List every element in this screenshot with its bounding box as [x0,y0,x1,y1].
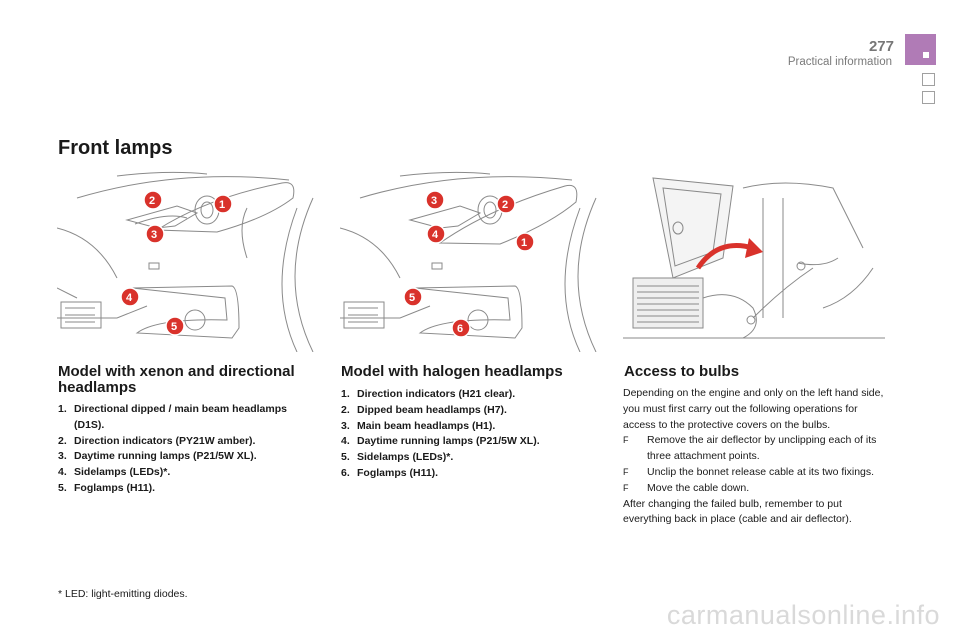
footnote: * LED: light-emitting diodes. [58,588,188,600]
svg-text:5: 5 [171,321,178,333]
list-item: F Remove the air deflector by unclipping each of its three attachment points. [623,434,877,463]
callout-5 [404,288,422,306]
watermark: carmanualsonline.info [666,600,940,630]
list-item: F Move the cable down. [623,481,750,494]
svg-text:3: 3 [431,195,438,207]
callout-4 [427,225,445,243]
svg-text:5: 5 [409,292,416,304]
callout-3 [426,191,444,209]
list-item: 6. Foglamps (H11). [341,466,439,479]
callout-2 [497,195,515,213]
xenon-section-heading: Model with xenon and directional headlamps [58,363,295,396]
svg-text:4: 4 [126,292,133,304]
svg-text:3: 3 [151,229,158,241]
halogen-bulb-list [341,387,601,482]
xenon-headlamp-illustration [57,168,319,352]
svg-text:1: 1 [219,199,226,211]
access-section-heading: Access to bulbs [624,363,740,380]
halogen-section-heading: Model with halogen headlamps [341,363,563,380]
list-item: 3. Main beam headlamps (H1). [341,419,496,432]
svg-text:4: 4 [432,229,439,241]
callout-2 [144,191,162,209]
page-number: 277 [868,38,894,55]
callout-1 [214,195,232,213]
callout-5 [166,317,184,335]
page-title: Front lamps [58,137,173,159]
list-item: 5. Sidelamps (LEDs)*. [341,451,454,464]
list-item: 1. Directional dipped / main beam headlamps (D1S). [58,403,287,431]
list-item: 5. Foglamps (H11). [58,481,156,494]
svg-text:2: 2 [149,195,156,207]
svg-text:2: 2 [502,199,509,211]
callout-1 [516,233,534,251]
callout-6 [452,319,470,337]
list-item: 2. Dipped beam headlamps (H7). [341,403,507,416]
list-item: 2. Direction indicators (PY21W amber). [58,434,256,447]
list-item: 1. Direction indicators (H21 clear). [341,388,516,400]
section-tab[interactable] [922,91,935,104]
callout-4 [121,288,139,306]
list-item: 4. Sidelamps (LEDs)*. [58,466,171,479]
access-intro: Depending on the engine and only on the left hand side, you must first carry out the following operations for access to the protective covers on the bulbs. [623,387,884,431]
section-label: Practical information [787,56,892,68]
bulb-access-illustration [623,168,885,352]
section-tab-active[interactable] [905,34,936,65]
list-item: F Unclip the bonnet release cable at its two fixings. [623,465,875,478]
svg-text:1: 1 [521,237,528,249]
xenon-bulb-list [58,402,298,497]
section-tab[interactable] [922,73,935,86]
callout-3 [146,225,164,243]
halogen-headlamp-illustration [340,168,602,352]
access-outro: After changing the failed bulb, remember to put everything back in place (cable and air deflector). [623,497,852,526]
list-item: 3. Daytime running lamps (P21/5W XL). [58,450,257,463]
svg-text:6: 6 [457,323,464,335]
list-item: 4. Daytime running lamps (P21/5W XL). [341,435,540,448]
access-instructions [623,386,885,528]
